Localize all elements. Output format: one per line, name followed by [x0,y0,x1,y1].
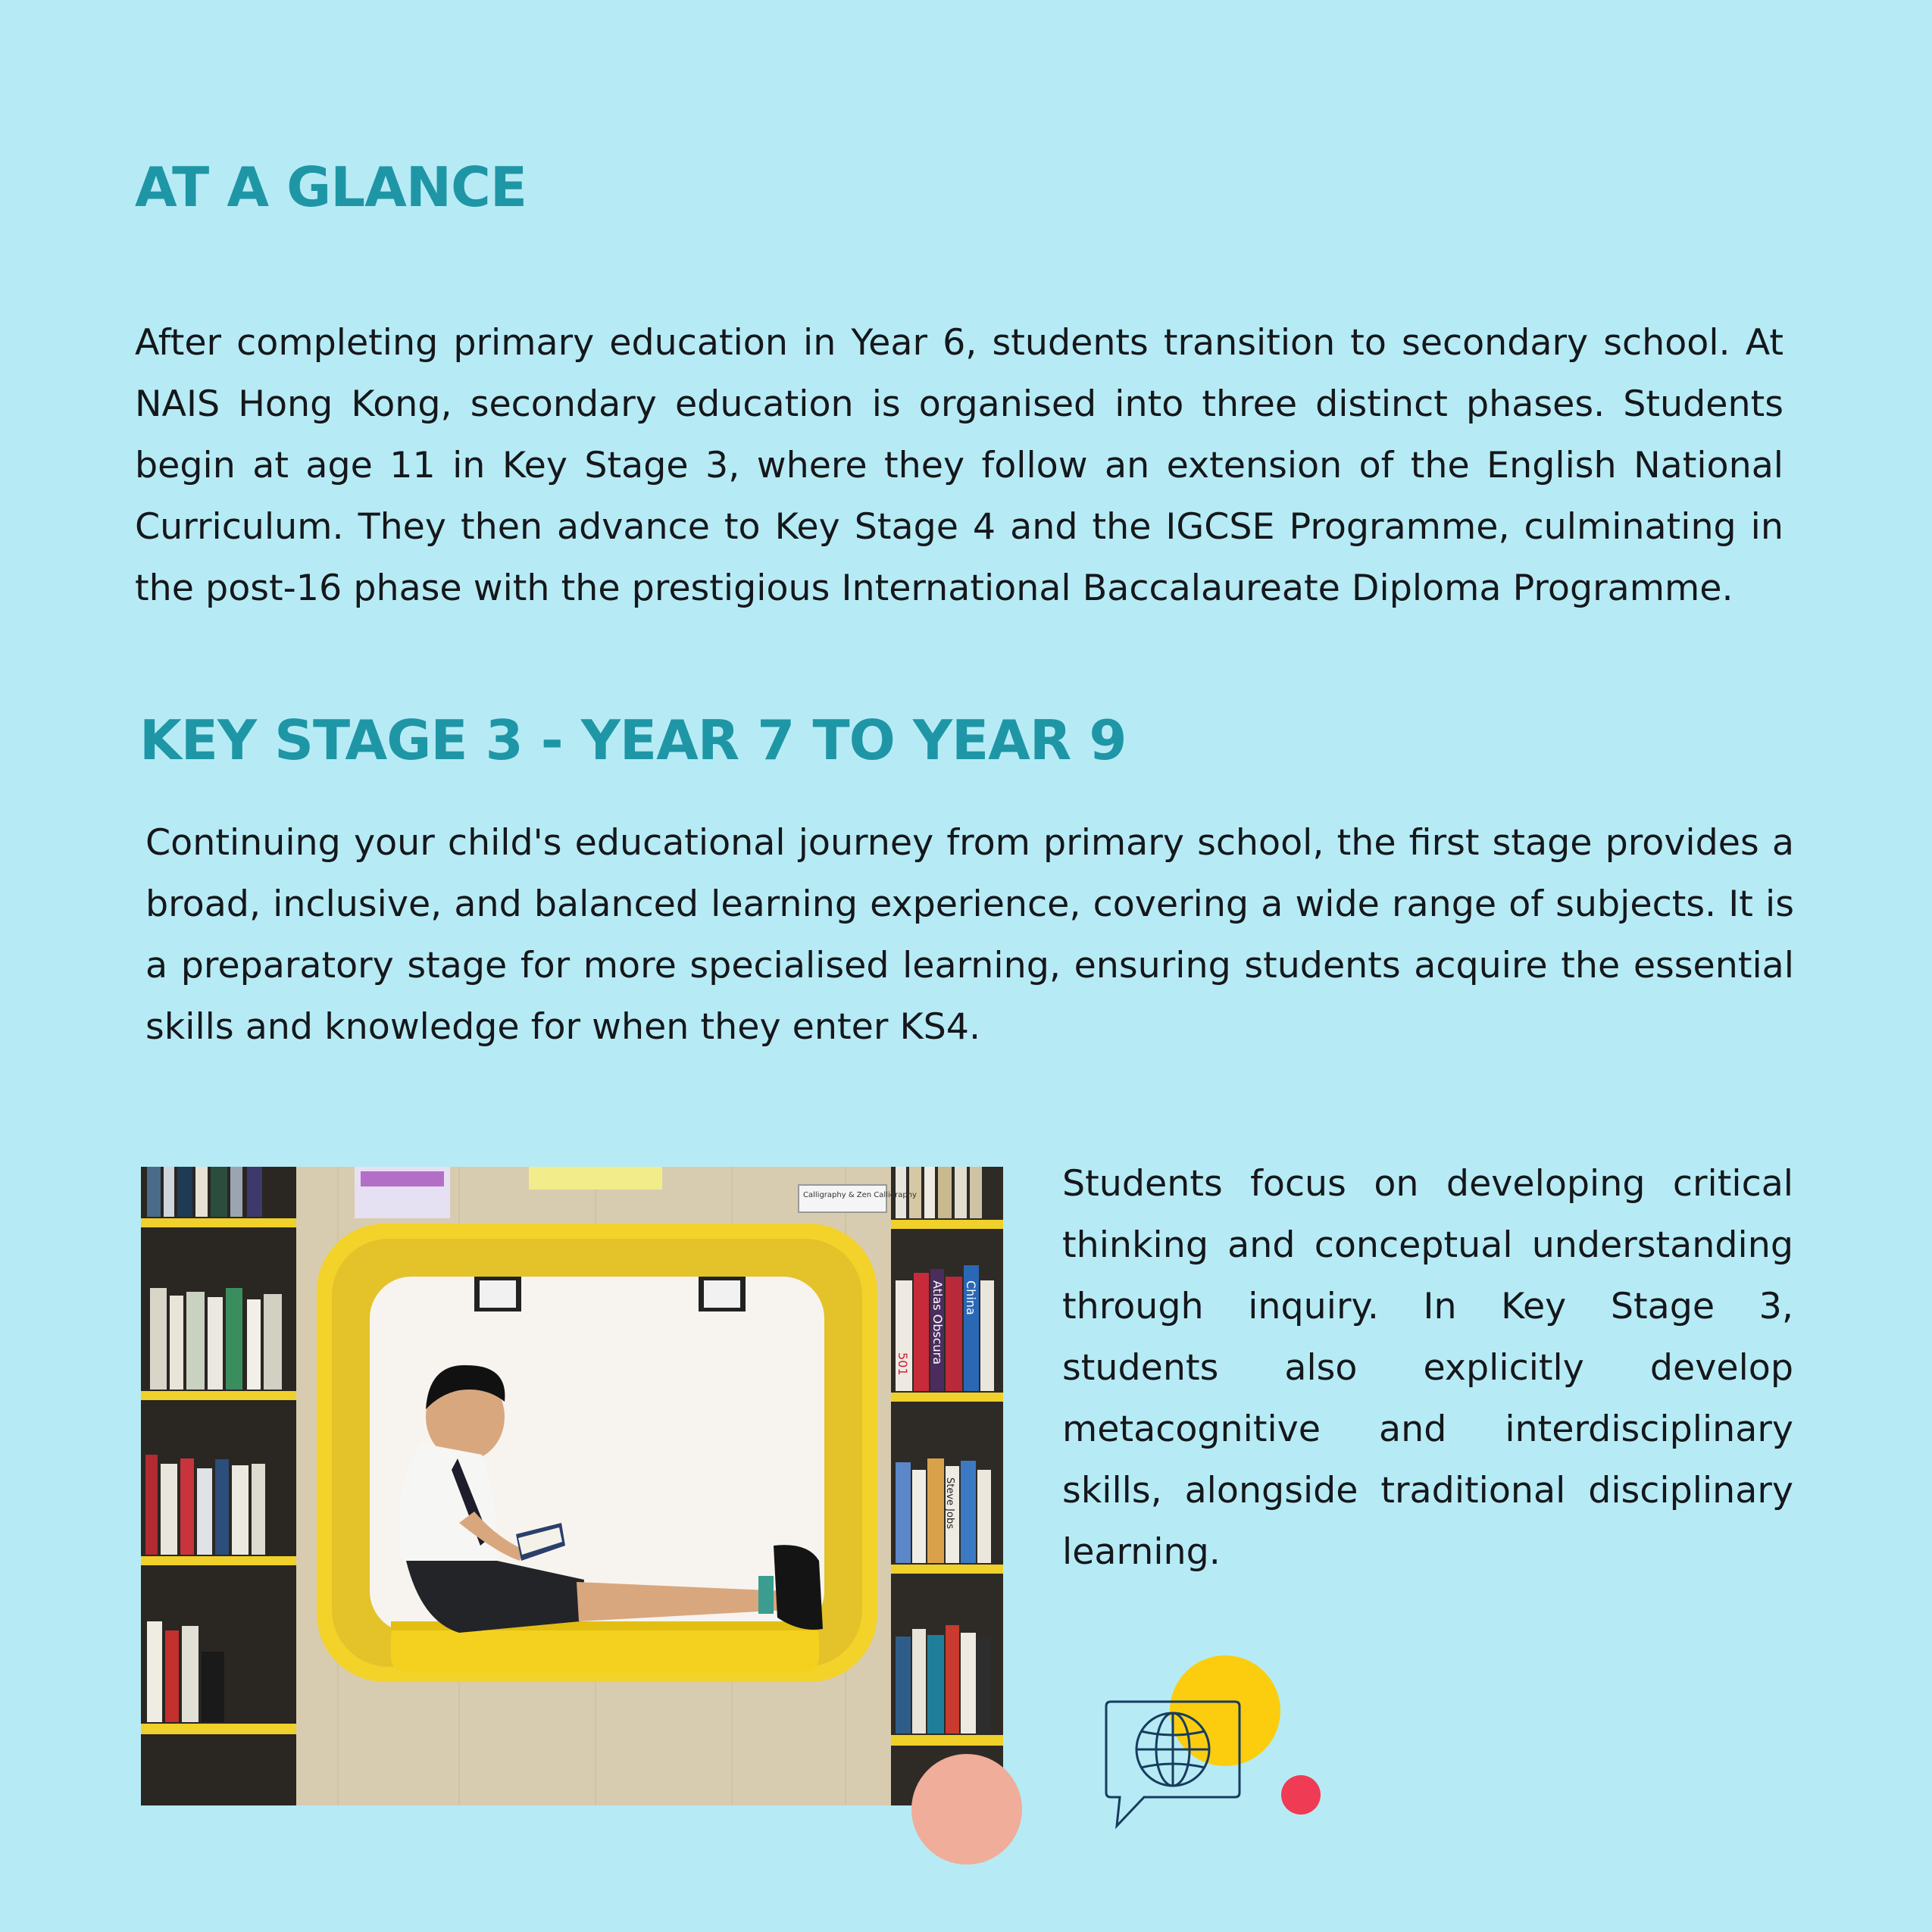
key-stage-3-heading: KEY STAGE 3 - YEAR 7 TO YEAR 9 [139,708,1127,772]
pink-circle-decoration [911,1754,1022,1865]
shelf-sign-text: Calligraphy & Zen Calligraphy [803,1191,917,1199]
at-a-glance-paragraph: After completing primary education in Year 6, students transition to secondary school. At NAIS Hong Kong, secondary education is organised into three distinct phases. Students begin at age 11 in Key Stage 3, where they follow an extension of the English National Curriculum. They then advance to Key Stage 4 and the IGCSE Programme, culminating in the post-16 phase with the prestigious International Baccalaureate Diploma Programme. [135,322,1784,609]
book-label-china: China [964,1280,978,1315]
book-label-steve-jobs: Steve Jobs [944,1477,955,1529]
at-a-glance-heading: AT A GLANCE [135,155,527,219]
book-label-atlas-obscura: Atlas Obscura [930,1280,945,1365]
library-reading-nook-photo [141,1167,1003,1805]
key-stage-3-side-paragraph: Students focus on developing critical thinking and conceptual understanding through inquiry. In Key Stage 3, students also explicitly develop metacognitive and interdisciplinary skills, alongside traditional disciplinary learning. [1062,1163,1793,1573]
book-label-501: 501 [896,1352,910,1376]
red-dot-decoration [1281,1775,1321,1815]
decorative-shapes [902,1644,1341,1871]
key-stage-3-paragraph: Continuing your child's educational journey from primary school, the first stage provides a broad, inclusive, and balanced learning experience, covering a wide range of subjects. It is a preparatory stage for more specialised learning, ensuring students acquire the essential skills and knowledge for when they enter KS4. [145,822,1794,1048]
